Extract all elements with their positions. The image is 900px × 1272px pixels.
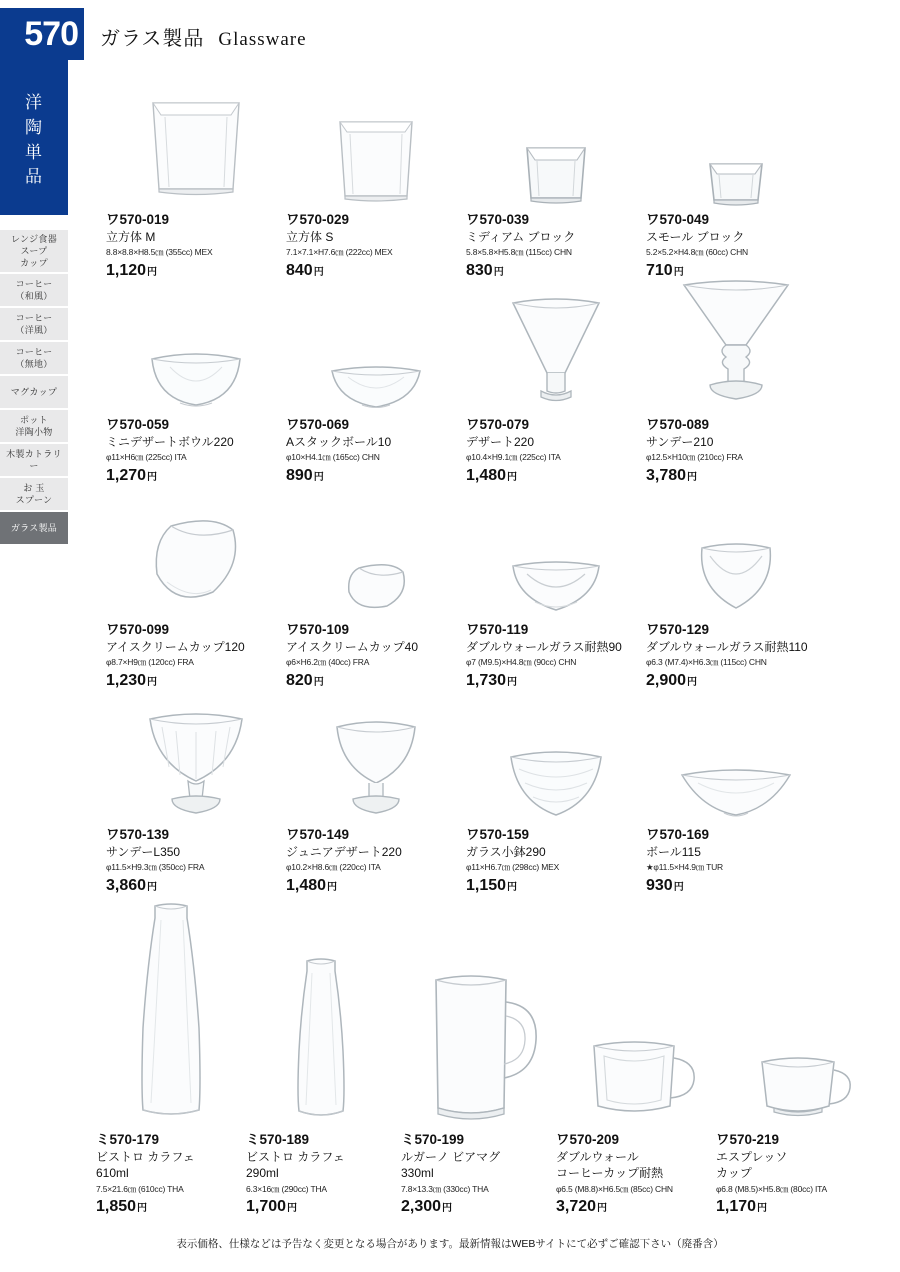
tab-line: コーヒー — [15, 279, 53, 290]
product-price — [401, 1197, 561, 1216]
product-info — [106, 413, 286, 485]
product-image-ice-cup-40 — [286, 488, 466, 618]
product-image-ice-cup-120 — [106, 488, 286, 618]
product-spec: φ11×H6㎝ (225cc) ITA — [106, 452, 187, 463]
product-info — [96, 1128, 246, 1216]
sidebar-category-char-3: 品 — [25, 167, 43, 187]
product-spec: φ10.4×H9.1㎝ (225cc) ITA — [466, 452, 561, 463]
product-name: ルガーノ ビアマグ — [401, 1149, 501, 1164]
price-unit: 円 — [147, 881, 158, 893]
tab-line: スープ — [20, 246, 48, 257]
product-info — [286, 618, 466, 690]
price-value: 1,480 — [286, 876, 327, 894]
product-image-sundae-210 — [646, 283, 826, 413]
product-image-double-wall-90 — [466, 488, 646, 618]
tab-line: （和風） — [15, 291, 53, 302]
product-spec: φ6.5 (M8.8)×H6.5㎝ (85cc) CHN — [556, 1184, 673, 1195]
product-price — [286, 466, 466, 485]
product-info — [286, 413, 466, 485]
product-card[interactable] — [106, 488, 286, 693]
product-info — [106, 823, 286, 895]
product-row — [96, 898, 886, 1216]
product-code: ミ570-179 — [96, 1132, 160, 1147]
product-price — [646, 466, 826, 485]
tab-line: スプーン — [15, 495, 53, 506]
product-image-block-s — [646, 78, 826, 208]
product-card[interactable] — [96, 898, 246, 1216]
page-number-badge — [0, 8, 84, 60]
product-info — [466, 208, 646, 280]
product-code: ワ570-129 — [646, 622, 710, 637]
product-info — [556, 1128, 716, 1216]
product-info — [286, 208, 466, 280]
product-info — [246, 1128, 396, 1216]
product-name-2: 610ml — [96, 1166, 129, 1181]
product-image-espresso-cup — [716, 898, 881, 1128]
product-card[interactable] — [466, 693, 646, 898]
price-unit: 円 — [327, 881, 338, 893]
price-value: 1,730 — [466, 671, 507, 689]
product-price — [106, 466, 286, 485]
product-image-bowl-115 — [646, 693, 826, 823]
product-name: ミディアム ブロック — [466, 229, 576, 244]
price-value: 3,780 — [646, 466, 687, 484]
product-spec: 5.2×5.2×H4.8㎝ (60cc) CHN — [646, 247, 748, 258]
product-card[interactable] — [556, 898, 716, 1216]
sidebar-item-wooden-cutlery[interactable] — [0, 444, 68, 478]
product-price — [466, 876, 646, 895]
product-name: エスプレッソ — [716, 1149, 788, 1164]
product-code: ワ570-219 — [716, 1132, 780, 1147]
product-name: サンデー210 — [646, 434, 714, 449]
product-code: ワ570-109 — [286, 622, 350, 637]
price-unit: 円 — [687, 471, 698, 483]
product-name: Aスタックボール10 — [286, 434, 392, 449]
sidebar-item-glassware[interactable] — [0, 512, 68, 546]
product-name: ガラス小鉢290 — [466, 844, 546, 859]
product-info — [286, 823, 466, 895]
product-code: ワ570-169 — [646, 827, 710, 842]
product-spec: φ12.5×H10㎝ (210cc) FRA — [646, 452, 743, 463]
product-image-junior-dessert — [286, 693, 466, 823]
product-card[interactable] — [286, 488, 466, 693]
product-image-mini-bowl — [106, 283, 286, 413]
product-card[interactable] — [401, 898, 561, 1216]
product-spec: ★φ11.5×H4.9㎝ TUR — [646, 862, 723, 873]
product-image-carafe-290 — [246, 898, 396, 1128]
price-unit: 円 — [493, 266, 504, 278]
product-spec: φ10.2×H8.6㎝ (220cc) ITA — [286, 862, 381, 873]
product-spec: 6.3×16㎝ (290cc) THA — [246, 1184, 327, 1195]
price-value: 1,170 — [716, 1198, 757, 1216]
product-spec: φ11×H6.7㎝ (298cc) MEX — [466, 862, 560, 873]
product-spec: φ8.7×H9㎝ (120cc) FRA — [106, 657, 194, 668]
product-code: ミ570-199 — [401, 1132, 465, 1147]
price-unit: 円 — [313, 676, 324, 688]
tab-line: マグカップ — [10, 387, 58, 398]
price-unit: 円 — [287, 1203, 298, 1215]
tab-line: お 玉 — [23, 483, 45, 494]
product-spec: φ6.3 (M7.4)×H6.3㎝ (115cc) CHN — [646, 657, 767, 668]
product-price — [466, 671, 646, 690]
product-name: ダブルウォール — [556, 1149, 639, 1164]
page-title-ja: ガラス製品 — [100, 28, 205, 50]
sidebar-category-label — [0, 60, 68, 215]
price-value: 1,480 — [466, 466, 507, 484]
price-unit: 円 — [313, 471, 324, 483]
product-code: ワ570-029 — [286, 212, 350, 227]
page-title — [100, 22, 307, 51]
price-unit: 円 — [507, 471, 518, 483]
tab-line: （無地） — [15, 359, 53, 370]
footer-note: 表示価格、仕様などは予告なく変更となる場合があります。最新情報はWEBサイトにて必ずご確認下さい（廃番含） — [176, 1238, 724, 1250]
tab-line: 木製カトラリー — [6, 449, 62, 472]
product-price — [646, 671, 826, 690]
product-info — [466, 823, 646, 895]
product-price — [246, 1197, 396, 1216]
product-image-carafe-610 — [96, 898, 246, 1128]
product-price — [466, 466, 646, 485]
product-code: ワ570-119 — [466, 622, 529, 637]
product-code: ワ570-049 — [646, 212, 710, 227]
product-name: ミニデザートボウル220 — [106, 434, 234, 449]
product-name: ビストロ カラフェ — [96, 1149, 195, 1164]
price-value: 820 — [286, 671, 313, 689]
tab-line: 洋陶小物 — [15, 427, 53, 438]
product-name: ビストロ カラフェ — [246, 1149, 345, 1164]
sidebar-item-coffee-japanese[interactable] — [0, 274, 68, 308]
product-image-block-m — [466, 78, 646, 208]
product-name: サンデーL350 — [106, 844, 181, 859]
product-name: ジュニアデザート220 — [286, 844, 402, 859]
product-spec: 7.8×13.3㎝ (330cc) THA — [401, 1184, 489, 1195]
product-code: ワ570-209 — [556, 1132, 620, 1147]
price-value: 710 — [646, 261, 673, 279]
product-name: 立方体 S — [286, 229, 334, 244]
product-price — [106, 261, 286, 280]
price-unit: 円 — [597, 1203, 608, 1215]
tab-line: レンジ食器 — [10, 234, 58, 244]
price-unit: 円 — [313, 266, 324, 278]
product-card[interactable] — [106, 78, 286, 283]
product-card[interactable] — [646, 693, 826, 898]
price-value: 890 — [286, 466, 313, 484]
product-image-dw-coffee-cup — [556, 898, 716, 1128]
product-image-cube-s — [286, 78, 466, 208]
page-header — [0, 0, 900, 70]
page-title-en: Glassware — [218, 29, 307, 50]
product-price — [286, 671, 466, 690]
tab-line: ポット — [20, 415, 48, 426]
product-code: ワ570-079 — [466, 417, 530, 432]
product-card[interactable] — [246, 898, 396, 1216]
product-info — [646, 618, 826, 690]
product-name-2: 290ml — [246, 1166, 279, 1181]
product-info — [466, 618, 646, 690]
price-value: 830 — [466, 261, 493, 279]
product-price — [646, 876, 826, 895]
product-code: ワ570-089 — [646, 417, 710, 432]
price-unit: 円 — [147, 471, 158, 483]
product-row — [96, 488, 886, 693]
product-code: ワ570-159 — [466, 827, 530, 842]
product-name: ダブルウォールガラス耐熱110 — [646, 639, 808, 654]
product-card[interactable] — [466, 283, 646, 488]
product-name: ダブルウォールガラス耐熱90 — [466, 639, 622, 654]
price-value: 1,150 — [466, 876, 507, 894]
product-code: ワ570-019 — [106, 212, 170, 227]
price-value: 930 — [646, 876, 673, 894]
product-spec: 7.5×21.6㎝ (610cc) THA — [96, 1184, 184, 1195]
tab-line: カップ — [20, 258, 48, 269]
product-name-2: 330ml — [401, 1166, 434, 1181]
price-value: 3,720 — [556, 1198, 597, 1216]
product-name: アイスクリームカップ120 — [106, 639, 245, 654]
product-grid — [96, 78, 886, 1216]
price-unit: 円 — [757, 1203, 768, 1215]
sidebar-category-char-0: 洋 — [25, 93, 43, 113]
product-price — [556, 1197, 716, 1216]
tab-line: （洋風） — [15, 325, 53, 336]
product-price — [96, 1197, 246, 1216]
product-price — [106, 671, 286, 690]
page-number: 570 — [24, 15, 78, 53]
price-unit: 円 — [507, 676, 518, 688]
product-price — [286, 876, 466, 895]
product-image-dessert-cone — [466, 283, 646, 413]
product-card[interactable] — [286, 283, 466, 488]
product-name: ボール115 — [646, 844, 701, 859]
product-image-cube-m — [106, 78, 286, 208]
product-code: ワ570-069 — [286, 417, 350, 432]
sidebar-category-char-1: 陶 — [25, 117, 43, 137]
product-code: ワ570-039 — [466, 212, 530, 227]
price-value: 3,860 — [106, 876, 147, 894]
tab-line: コーヒー — [15, 347, 53, 358]
product-row — [96, 78, 886, 283]
sidebar — [0, 60, 78, 660]
product-info — [646, 823, 826, 895]
product-row — [96, 283, 886, 488]
product-card[interactable] — [646, 283, 826, 488]
product-code: ミ570-189 — [246, 1132, 310, 1147]
product-name-2: コーヒーカップ耐熱 — [556, 1166, 664, 1181]
sidebar-item-coffee-western[interactable] — [0, 308, 68, 342]
product-info — [646, 413, 826, 485]
product-image-kobachi-290 — [466, 693, 646, 823]
product-card[interactable] — [286, 78, 466, 283]
product-info — [646, 208, 826, 280]
product-image-stack-bowl — [286, 283, 466, 413]
product-code: ワ570-149 — [286, 827, 350, 842]
product-name: 立方体 M — [106, 229, 156, 244]
product-card[interactable] — [466, 488, 646, 693]
sidebar-item-range-soup-cup[interactable] — [0, 230, 68, 274]
product-name: アイスクリームカップ40 — [286, 639, 419, 654]
product-code: ワ570-099 — [106, 622, 170, 637]
product-row — [96, 693, 886, 898]
product-info — [106, 618, 286, 690]
sidebar-item-coffee-plain[interactable] — [0, 342, 68, 376]
price-unit: 円 — [673, 881, 684, 893]
product-image-sundae-l350 — [106, 693, 286, 823]
product-image-double-wall-110 — [646, 488, 826, 618]
price-unit: 円 — [442, 1203, 453, 1215]
product-name: デザート220 — [466, 434, 535, 449]
product-spec: φ6×H6.2㎝ (40cc) FRA — [286, 657, 370, 668]
price-unit: 円 — [137, 1203, 148, 1215]
price-value: 1,700 — [246, 1198, 287, 1216]
product-name: スモール ブロック — [646, 229, 745, 244]
product-info — [401, 1128, 561, 1216]
product-price — [466, 261, 646, 280]
product-spec: 5.8×5.8×H5.8㎝ (115cc) CHN — [466, 247, 572, 258]
product-card[interactable] — [106, 693, 286, 898]
price-value: 1,230 — [106, 671, 147, 689]
product-spec: φ6.8 (M8.5)×H5.8㎝ (80cc) ITA — [716, 1184, 827, 1195]
tab-line: コーヒー — [15, 313, 53, 324]
product-image-beer-mug — [401, 898, 561, 1128]
price-unit: 円 — [687, 676, 698, 688]
price-value: 1,850 — [96, 1198, 137, 1216]
product-info — [466, 413, 646, 485]
price-value: 1,120 — [106, 261, 147, 279]
product-card[interactable] — [646, 488, 826, 693]
sidebar-category-char-2: 単 — [25, 142, 43, 162]
product-code: ワ570-139 — [106, 827, 170, 842]
sidebar-tab-list — [0, 230, 68, 546]
product-spec: φ11.5×H9.3㎝ (350cc) FRA — [106, 862, 205, 873]
price-value: 2,300 — [401, 1198, 442, 1216]
product-spec: φ10×H4.1㎝ (165cc) CHN — [286, 452, 380, 463]
price-value: 2,900 — [646, 671, 687, 689]
price-value: 840 — [286, 261, 313, 279]
price-unit: 円 — [507, 881, 518, 893]
product-price — [286, 261, 466, 280]
price-value: 1,270 — [106, 466, 147, 484]
product-card[interactable] — [286, 693, 466, 898]
product-code: ワ570-059 — [106, 417, 170, 432]
product-card[interactable] — [646, 78, 826, 283]
product-card[interactable] — [716, 898, 881, 1216]
product-info — [106, 208, 286, 280]
sidebar-item-mug-cup[interactable] — [0, 376, 68, 410]
sidebar-item-ladle-spoon[interactable] — [0, 478, 68, 512]
product-name-2: カップ — [716, 1166, 752, 1181]
price-unit: 円 — [147, 266, 158, 278]
price-unit: 円 — [673, 266, 684, 278]
tab-line: ガラス製品 — [10, 523, 58, 534]
price-unit: 円 — [147, 676, 158, 688]
product-spec: 8.8×8.8×H8.5㎝ (355cc) MEX — [106, 247, 213, 258]
product-card[interactable] — [106, 283, 286, 488]
sidebar-item-pot-accessories[interactable] — [0, 410, 68, 444]
product-card[interactable] — [466, 78, 646, 283]
product-price — [716, 1197, 881, 1216]
product-price — [106, 876, 286, 895]
product-spec: 7.1×7.1×H7.6㎝ (222cc) MEX — [286, 247, 393, 258]
product-spec: φ7 (M9.5)×H4.8㎝ (90cc) CHN — [466, 657, 577, 668]
product-info — [716, 1128, 881, 1216]
